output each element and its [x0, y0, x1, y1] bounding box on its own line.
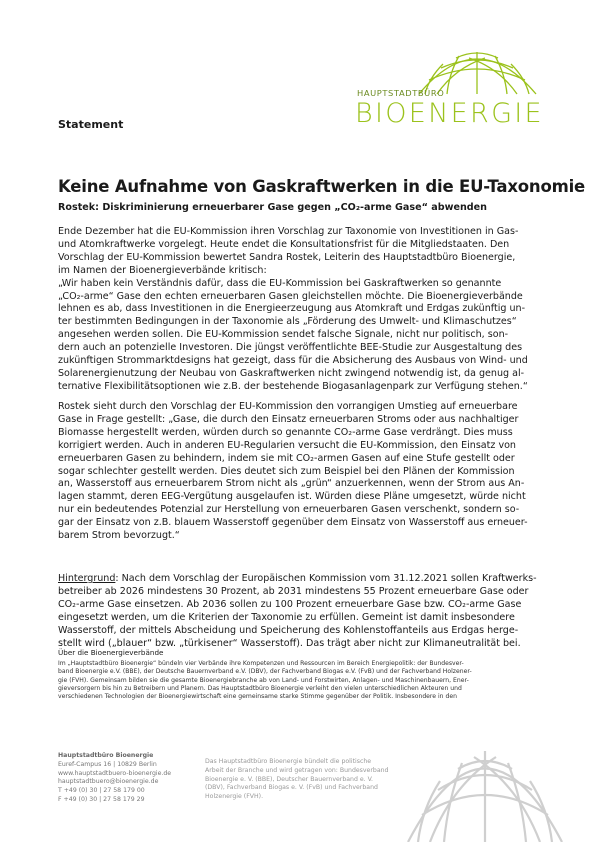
text-line: im Namen der Bioenergieverbände kritisch: [58, 264, 267, 276]
text-line: gie (FVH). Gemeinsam bilden sie die gesamte Bioenergiebranche ab von Land- und Forstwirten, Anlagen- und Maschinenbauern, Ener- [58, 676, 469, 684]
footer-fax: F +49 (0) 30 | 27 58 179 29 [58, 795, 145, 803]
footer-email-link[interactable]: hauptstadtbuero@bioenergie.de [58, 778, 159, 786]
logo-wordmark: BIOENERGIE [355, 98, 544, 129]
text-line: angesehen werden sollen. Die EU-Kommission sendet falsche Signale, nicht nur politisch, son- [58, 329, 509, 341]
text-line: gieversorgern bis hin zu Betreibern und Planern. Das Hauptstadtbüro Bioenergie verleiht den vielen unterschiedlichen Akteuren und [58, 684, 462, 692]
footer-address: Euref-Campus 16 | 10829 Berlin [58, 760, 157, 768]
text-line: (DBV), Fachverband Biogas e. V. (FvB) und Fachverband [205, 784, 378, 792]
paragraph-rostek-quote [58, 401, 548, 543]
paragraph-background [58, 573, 548, 650]
text-line: Holzenergie (FVH). [205, 793, 264, 801]
text-line: korrigiert werden. Auch in anderen EU-Regularien versucht die EU-Kommission, den Einsatz von [58, 439, 516, 451]
text-line [58, 573, 548, 586]
text-line: eingesetzt werden, um die Kriterien der Taxonomie zu erfüllen. Gemeint ist damit insbesondere [58, 611, 515, 623]
text-line: zukünftigen Strommarktdesigns hat gezeigt, dass für die Absicherung des Ausbaus von Wind- und [58, 355, 528, 367]
footer-org-name: Hauptstadtbüro Bioenergie [58, 752, 154, 759]
text-line: verschiedenen Technologien der Bioenergiewirtschaft eine gemeinsame starke Stimme gegenüber der Politik. Insbesondere in den [58, 693, 457, 701]
logo-subtitle: HAUPTSTADTBÜRO [357, 88, 445, 98]
brand-logo [355, 50, 543, 136]
about-text [58, 660, 548, 701]
text-line: stellt wird („blauer“ bzw. „türkisener“ Wasserstoff). Das trägt aber nicht zur Klimaneutralität bei. [58, 637, 521, 649]
footer-description [205, 758, 388, 802]
text-line: dern auch an potenzielle Investoren. Die jüngst veröffentlichte BEE-Studie zur Ausgestaltung des [58, 342, 523, 354]
about-heading: Über die Bioenergieverbände [58, 648, 164, 657]
text-line: Gase in Frage gestellt: „Gase, die durch den Einsatz erneuerbaren Stroms oder aus nachhaltiger [58, 413, 519, 425]
text-line: band Bioenergie e.V. (BBE), der Deutsche Bauernverband e.V. (DBV), der Fachverband Biogas e.V. (FvB) und der Fachverband Holzener- [58, 668, 472, 676]
text-line: sogar schlechter gestellt werden. Dies deutet sich zum Beispiel bei den Plänen der Kommission [58, 465, 515, 477]
page-subtitle: Rostek: Diskriminierung erneuerbarer Gase gegen „CO₂-arme Gase“ abwenden [58, 202, 488, 213]
footer-contact [58, 752, 171, 805]
text-line: CO₂-arme Gase einsetzen. Ab 2036 sollen zu 100 Prozent erneuerbare Gase bzw. CO₂-arme Gase [58, 598, 522, 610]
text-line: Bioenergie e. V. (BBE), Deutscher Bauernverband e. V. [205, 775, 374, 783]
footer-phone: T +49 (0) 30 | 27 58 179 00 [58, 787, 145, 795]
page-title: Keine Aufnahme von Gaskraftwerken in die EU-Taxonomie [58, 177, 586, 196]
text-line: Arbeit der Branche und wird getragen von: Bundesverband [205, 766, 389, 774]
text-line: „Wir haben kein Verständnis dafür, dass die EU-Kommission bei Gaskraftwerken so genannte [58, 277, 502, 289]
text-line: „CO₂-arme“ Gase den echten erneuerbaren Gasen gleichstellen möchte. Die Bioenergieverbände [58, 290, 523, 302]
text-line: und Atomkraftwerke vorgelegt. Heute endet die Konsultationsfrist für die Mitgliedstaaten. Den [58, 238, 510, 250]
text-line: Biomasse hergestellt werden, würden durch so genannte CO₂-arme Gase verdrängt. Dies muss [58, 426, 513, 438]
text-line: Vorschlag der EU-Kommission bewertet Sandra Rostek, Leiterin des Hauptstadtbüro Bioenergie, [58, 251, 516, 263]
text-line: nur ein bedeutendes Potenzial zur Herstellung von erneuerbaren Gasen verschenkt, sondern so- [58, 504, 520, 516]
text-line-rest: : Nach dem Vorschlag der Europäischen Kommission vom 31.12.2021 sollen Kraftwerks- [115, 573, 537, 584]
background-label: Hintergrund [58, 573, 116, 584]
text-line: Das Hauptstadtbüro Bioenergie bündelt die politische [205, 758, 372, 765]
text-line: barem Strom bevorzugt.“ [58, 530, 180, 542]
text-line: gar der Einsatz von z.B. blauem Wasserstoff gegenüber dem Einsatz von Wasserstoff aus erneuer- [58, 517, 528, 529]
text-line: erneuerbaren Gasen zu behindern, indem sie mit CO₂-armen Gasen auf eine Stufe gestellt oder [58, 452, 515, 464]
text-line: Ende Dezember hat die EU-Kommission ihren Vorschlag zur Taxonomie von Investitionen in Gas- [58, 226, 519, 237]
text-line: Solarenergienutzung der Neubau von Gaskraftwerken nicht zwingend notwendig ist, da genug al- [58, 367, 525, 379]
text-line: lehnen es ab, dass Investitionen in die Energieerzeugung aus Atomkraft und Erdgas zukünftig un- [58, 303, 526, 315]
footer-website-link[interactable]: www.hauptstadtbuero-bioenergie.de [58, 769, 172, 777]
text-line: Im „Hauptstadtbüro Bioenergie“ bündeln vier Verbände ihre Kompetenzen und Ressourcen im Bereich Energiepolitik: der Bundesver- [58, 660, 464, 667]
text-line: lagen stammt, deren EEG-Vergütung ausgelaufen ist. Würden diese Pläne umgesetzt, würde nicht [58, 491, 526, 503]
text-line: Wasserstoff, der mittels Abscheidung und Speicherung des Kohlenstoffanteils aus Erdgas herge- [58, 624, 519, 636]
text-line: ter bestimmten Bedingungen in der Taxonomie als „Förderung des Umwelt- und Klimaschutzes“ [58, 316, 517, 328]
footer-globe-icon [400, 735, 570, 842]
text-line: ternative Flexibilitätsoptionen wie z.B. der bestehende Biogasanlagenpark zur Verfügung stehen.“ [58, 380, 528, 392]
paragraph-intro [58, 226, 548, 394]
document-type-label: Statement [58, 118, 124, 131]
text-line: Rostek sieht durch den Vorschlag der EU-Kommission den vorrangigen Umstieg auf erneuerbare [58, 401, 518, 412]
text-line: an, Wasserstoff aus erneuerbarem Strom nicht als „grün“ anzuerkennen, wenn der Strom aus An- [58, 478, 525, 490]
text-line: betreiber ab 2026 mindestens 30 Prozent, ab 2031 mindestens 55 Prozent erneuerbare Gase oder [58, 585, 529, 597]
